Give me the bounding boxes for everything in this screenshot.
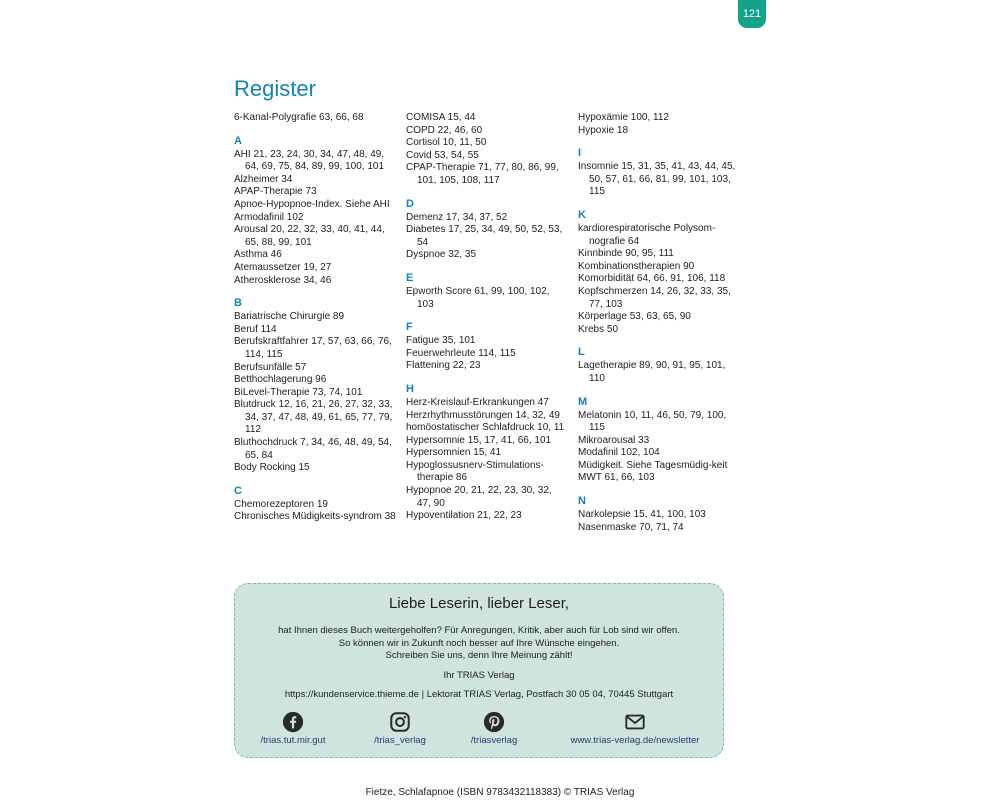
index-entry: Apnoe-Hypopnoe-Index. Siehe AHI [234, 198, 390, 210]
social-pinterest-link[interactable] [434, 711, 554, 746]
index-column-2 [406, 112, 568, 523]
index-entry: Herz-Kreislauf-Erkrankungen 47 [406, 396, 549, 408]
index-entry: Hypersomnie 15, 17, 41, 66, 101 [406, 434, 552, 446]
index-letter-heading: I [578, 147, 582, 160]
index-entry: Alzheimer 34 [234, 173, 293, 185]
index-entry: Armodafinil 102 [234, 211, 304, 223]
index-entry: Hypoglossusnerv-Stimulations-therapie 86 [406, 459, 544, 484]
index-entry: AHI 21, 23, 24, 30, 34, 47, 48, 49, 64, 69, 75, 84, 89, 99, 100, 101 [234, 148, 385, 173]
page-footer: Fietze, Schlafapnoe (ISBN 9783432118383) © TRIAS Verlag [365, 787, 635, 798]
index-entry: BiLevel-Therapie 73, 74, 101 [234, 386, 363, 398]
index-entry: Chemorezeptoren 19 [234, 498, 328, 510]
index-entry: Krebs 50 [578, 323, 619, 335]
reader-box-heading: Liebe Leserin, lieber Leser, [388, 595, 570, 612]
index-entry: COMISA 15, 44 [406, 112, 476, 123]
index-entry: Hypopnoe 20, 21, 22, 23, 30, 32, 47, 90 [406, 485, 552, 509]
index-entry: Blutdruck 12, 16, 21, 26, 27, 32, 33, 34, 37, 47, 48, 49, 61, 65, 77, 79, 112 [234, 399, 393, 436]
index-letter-heading: B [234, 297, 242, 310]
index-entry: Berufsunfälle 57 [234, 361, 307, 373]
social-facebook-link[interactable] [233, 711, 353, 746]
index-letter-heading: D [406, 197, 414, 210]
index-entry: Atherosklerose 34, 46 [234, 274, 332, 286]
social-label: /trias.tut.mir.gut [260, 735, 326, 746]
index-entry: CPAP-Therapie 71, 77, 80, 86, 99, 101, 105, 108, 117 [406, 162, 559, 186]
index-entry: Modafinil 102, 104 [578, 447, 660, 459]
index-letter-heading: L [578, 346, 585, 359]
index-entry: Body Rocking 15 [234, 462, 310, 474]
social-label: /triasverlag [470, 735, 518, 746]
index-letter-heading: N [578, 495, 586, 508]
index-entry: Berufskraftfahrer 17, 57, 63, 66, 76, 114, 115 [234, 336, 392, 360]
index-entry: Covid 53, 54, 55 [406, 149, 479, 161]
index-entry: 6-Kanal-Polygrafie 63, 66, 68 [234, 112, 364, 123]
index-letter-heading: E [406, 271, 414, 284]
index-entry: Nasenmaske 70, 71, 74 [578, 521, 684, 533]
index-entry: Flattening 22, 23 [406, 360, 481, 372]
index-entry: Diabetes 17, 25, 34, 49, 50, 52, 53, 54 [406, 224, 563, 248]
index-entry: Kombinationstherapien 90 [578, 260, 695, 272]
index-entry: Bluthochdruck 7, 34, 46, 48, 49, 54, 65, 84 [234, 437, 392, 461]
index-entry: COPD 22, 46, 60 [406, 124, 483, 136]
index-entry: kardiorespiratorische Polysom-nografie 64 [578, 222, 716, 247]
reader-box-contact[interactable]: https://kundenservice.thieme.de | Lektorat TRIAS Verlag, Postfach 30 05 04, 70445 Stuttgart [284, 689, 674, 700]
index-entry: MWT 61, 66, 103 [578, 472, 655, 484]
reader-box-line: So können wir in Zukunft noch besser auf Ihre Wünsche eingehen. [338, 637, 620, 649]
index-entry: Chronisches Müdigkeits-syndrom 38 [234, 511, 396, 523]
index-entry: Müdigkeit. Siehe Tagesmüdig-keit [578, 459, 728, 471]
page-number-badge: 121 [738, 0, 766, 28]
index-letter-heading: A [234, 134, 242, 147]
index-letter-heading: F [406, 321, 413, 334]
social-label: /trias_verlag [374, 735, 426, 746]
index-entry: APAP-Therapie 73 [234, 186, 317, 198]
index-column-1 [234, 112, 396, 524]
index-entry: Narkolepsie 15, 41, 100, 103 [578, 509, 706, 521]
reader-feedback-box [234, 583, 724, 758]
reader-box-signature: Ihr TRIAS Verlag [443, 670, 515, 681]
index-entry: Bariatrische Chirurgie 89 [234, 311, 345, 323]
index-entry: Fatigue 35, 101 [406, 335, 476, 347]
pinterest-icon [483, 711, 505, 733]
index-entry: Kinnbinde 90, 95, 111 [578, 248, 674, 260]
index-entry: Demenz 17, 34, 37, 52 [406, 211, 508, 223]
social-label: www.trias-verlag.de/newsletter [570, 735, 700, 746]
index-entry: Hypoxie 18 [578, 124, 629, 136]
index-entry: Dyspnoe 32, 35 [406, 249, 477, 261]
facebook-icon [282, 711, 304, 733]
index-entry: Insomnie 15, 31, 35, 41, 43, 44, 45, 50, 57, 61, 66, 81, 99, 101, 103, 115 [578, 161, 736, 198]
mail-icon [623, 711, 647, 733]
index-entry: Hypoxämie 100, 112 [578, 112, 669, 123]
index-entry: Hypersomnien 15, 41 [406, 447, 502, 459]
instagram-icon [389, 711, 411, 733]
index-entry: Arousal 20, 22, 32, 33, 40, 41, 44, 65, 88, 99, 101 [234, 224, 385, 248]
index-entry: Mikroarousal 33 [578, 434, 650, 446]
index-entry: Betthochlagerung 96 [234, 374, 327, 386]
reader-box-body [235, 625, 723, 663]
index-entry: Kopfschmerzen 14, 26, 32, 33, 35, 77, 103 [578, 285, 731, 310]
index-entry: Melatonin 10, 11, 46, 50, 79, 100, 115 [578, 409, 727, 434]
page-title: Register [234, 76, 316, 101]
index-entry: Cortisol 10, 11, 50 [406, 137, 487, 149]
index-letter-heading: M [578, 395, 588, 408]
index-entry: Asthma 46 [234, 249, 282, 261]
social-newsletter-link[interactable] [540, 711, 730, 746]
index-letter-heading: H [406, 382, 414, 395]
index-entry: homöostatischer Schlafdruck 10, 11 [406, 422, 565, 434]
index-entry: Feuerwehrleute 114, 115 [406, 347, 516, 359]
index-entry: Körperlage 53, 63, 65, 90 [578, 311, 691, 323]
index-entry: Lagetherapie 89, 90, 91, 95, 101, 110 [578, 360, 726, 384]
index-entry: Komorbidität 64, 66, 91, 106, 118 [578, 273, 726, 285]
index-entry: Herzrhythmusstörungen 14, 32, 49 [406, 409, 560, 421]
index-entry: Atemaussetzer 19, 27 [234, 261, 332, 273]
reader-box-line: hat Ihnen dieses Buch weitergeholfen? Für Anregungen, Kritik, aber auch für Lob sind wir offen. [278, 625, 680, 636]
index-letter-heading: K [578, 208, 586, 221]
index-letter-heading: C [234, 484, 242, 497]
index-entry: Hypoventilation 21, 22, 23 [406, 510, 522, 522]
reader-box-line: Schreiben Sie uns, denn Ihre Meinung zählt! [385, 650, 573, 661]
index-column-3 [578, 112, 740, 534]
index-entry: Beruf 114 [234, 323, 277, 335]
index-entry: Epworth Score 61, 99, 100, 102, 103 [406, 285, 550, 310]
